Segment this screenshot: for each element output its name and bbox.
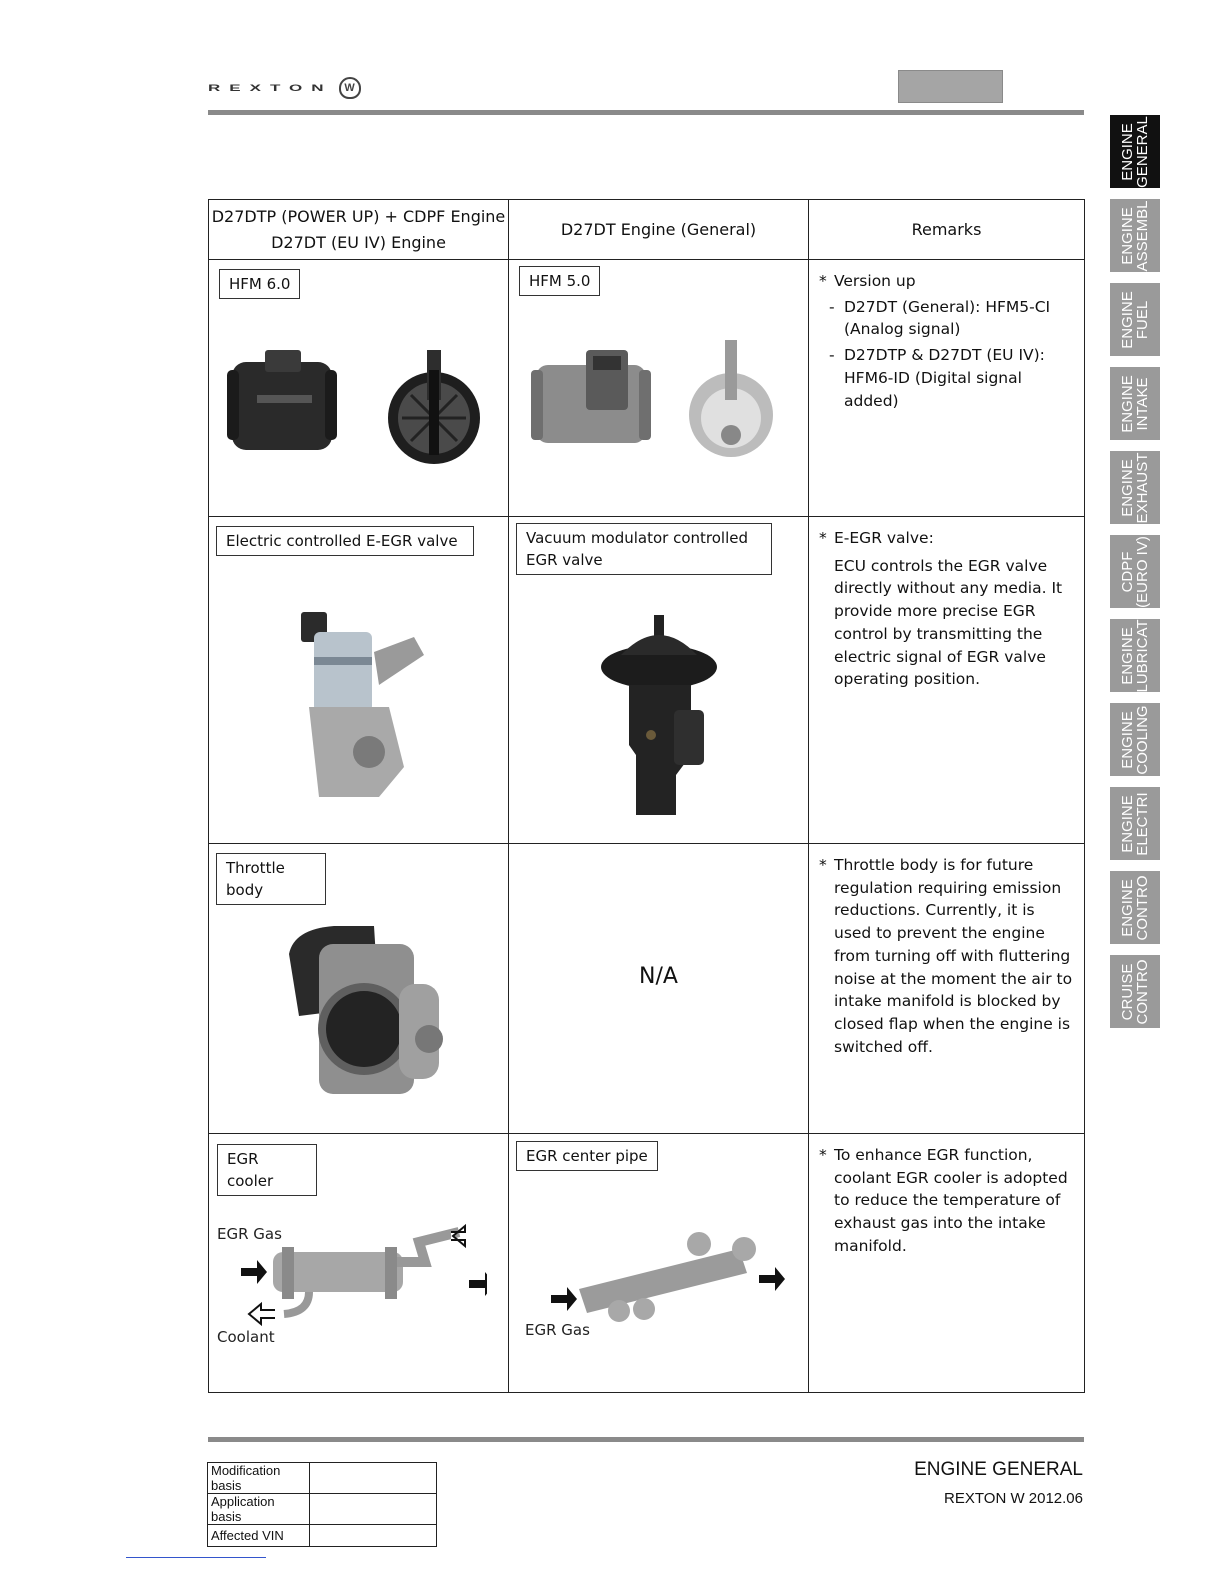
header-col-new-engine xyxy=(209,200,509,260)
remark-text: ECU controls the EGR valve directly without any media. It provide more precise EGR control by transmitting the electric signal of EGR valve operating position. xyxy=(834,556,1063,689)
cell-egr-valve-remarks xyxy=(809,517,1085,844)
side-tab-line1: ENGINE xyxy=(1119,374,1136,433)
label-hfm5: HFM 5.0 xyxy=(519,266,600,296)
side-tab-engine-fuel[interactable] xyxy=(1110,283,1160,356)
vacuum-egr-valve-image xyxy=(599,615,719,820)
comparison-table xyxy=(208,199,1085,1393)
side-tab-line2: FUEL xyxy=(1134,300,1151,339)
table-row xyxy=(209,844,1085,1134)
side-tab-line1: CRUISE xyxy=(1119,963,1136,1020)
e-egr-valve-image xyxy=(289,612,429,802)
side-tab-line2: INTAKE xyxy=(1134,376,1151,431)
arrow-right-icon xyxy=(551,1287,577,1311)
side-tab-line2: COOLING xyxy=(1134,704,1151,775)
label-hfm6: HFM 6.0 xyxy=(219,269,300,299)
remarks-hfm xyxy=(809,260,1084,412)
table-row xyxy=(208,1525,437,1547)
egr-cooler-image xyxy=(237,1222,487,1332)
side-tab-line1: ENGINE xyxy=(1119,626,1136,685)
side-tab-engine-lubrication[interactable] xyxy=(1110,619,1160,692)
side-tab-line2: LUBRICAT xyxy=(1134,619,1151,692)
cell-egr-cooler-remarks xyxy=(809,1134,1085,1393)
side-tab-cdpf[interactable] xyxy=(1110,535,1160,608)
side-tab-line2: GENERAL xyxy=(1134,115,1151,188)
header-col1-line1: D27DTP (POWER UP) + CDPF Engine xyxy=(211,206,506,226)
remark-text: Throttle body is for future regulation requiring emission reductions. Currently, it is used to prevent the engine from turning off with fluttering noise at the moment the air to intake manifold is blocked by closed flap when the engine is switched off. xyxy=(834,856,1073,1056)
side-tab-engine-cooling[interactable] xyxy=(1110,703,1160,776)
table-row xyxy=(209,1134,1085,1393)
footer-section-title: ENGINE GENERAL xyxy=(914,1459,1083,1480)
info-key: Modification basis xyxy=(208,1463,310,1494)
table-header-row xyxy=(209,200,1085,260)
cell-hfm5 xyxy=(509,260,809,517)
side-tab-line1: ENGINE xyxy=(1119,122,1136,181)
remark-item: D27DTP & D27DT (EU IV): HFM6-ID (Digital signal added) xyxy=(844,346,1045,410)
label-vacuum-egr-valve: Vacuum modulator controlled EGR valve xyxy=(516,523,772,575)
side-tab-engine-general[interactable] xyxy=(1110,115,1160,188)
side-tab-cruise-control[interactable] xyxy=(1110,955,1160,1028)
remark-title: E-EGR valve: xyxy=(834,529,934,547)
header-col-general-engine: D27DT Engine (General) xyxy=(509,200,809,260)
arrow-right-icon xyxy=(469,1272,487,1296)
caption-egr-gas: EGR Gas xyxy=(217,1225,282,1243)
info-value xyxy=(310,1525,437,1547)
remark-text: To enhance EGR function, coolant EGR cooler is adopted to reduce the temperature of exhaust gas into the intake manifold. xyxy=(834,1146,1068,1255)
info-key: Application basis xyxy=(208,1494,310,1525)
asterisk-icon: * xyxy=(819,272,827,290)
cell-throttle-remarks xyxy=(809,844,1085,1134)
table-row xyxy=(208,1463,437,1494)
side-tab-engine-assembly[interactable] xyxy=(1110,199,1160,272)
asterisk-icon: * xyxy=(819,856,827,874)
info-key: Affected VIN xyxy=(208,1525,310,1547)
side-tab-line1: ENGINE xyxy=(1119,878,1136,937)
hfm6-sensor-image xyxy=(227,350,497,470)
remark-item: D27DT (General): HFM5-CI (Analog signal) xyxy=(844,297,1051,339)
label-egr-center-pipe: EGR center pipe xyxy=(516,1141,658,1171)
logo-text: REXTON xyxy=(208,82,333,93)
side-tab-engine-intake[interactable] xyxy=(1110,367,1160,440)
hfm5-sensor-image xyxy=(531,340,791,470)
header-col1-line2: D27DT (EU IV) Engine xyxy=(271,232,446,252)
asterisk-icon: * xyxy=(819,529,827,547)
remark-title: Version up xyxy=(834,272,916,290)
side-tab-line1: CDPF xyxy=(1119,551,1136,592)
dash-icon: - xyxy=(829,297,835,316)
remarks-egr-valve xyxy=(809,517,1084,691)
cell-vacuum-egr-valve xyxy=(509,517,809,844)
info-value xyxy=(310,1494,437,1525)
logo-badge-icon: W xyxy=(339,77,361,99)
remarks-throttle-body xyxy=(809,844,1084,1058)
arrow-right-icon xyxy=(241,1260,267,1284)
remarks-egr-cooler xyxy=(809,1134,1084,1258)
cell-egr-cooler xyxy=(209,1134,509,1393)
side-tab-line2: ASSEMBL xyxy=(1134,200,1151,271)
label-egr-cooler: EGR cooler xyxy=(217,1144,317,1196)
side-tab-line1: ENGINE xyxy=(1119,206,1136,265)
footer-model-date: REXTON W 2012.06 xyxy=(944,1490,1083,1507)
cell-egr-center-pipe xyxy=(509,1134,809,1393)
side-tab-line1: ENGINE xyxy=(1119,290,1136,349)
section-side-tabs xyxy=(1110,115,1160,1039)
bottom-divider xyxy=(208,1437,1084,1442)
label-throttle-body: Throttle body xyxy=(216,853,326,905)
table-row xyxy=(209,260,1085,517)
header-gray-box xyxy=(898,70,1003,103)
throttle-body-image xyxy=(279,924,449,1104)
rexton-logo xyxy=(208,76,361,100)
dash-icon: - xyxy=(829,346,835,365)
side-tab-engine-control[interactable] xyxy=(1110,871,1160,944)
cell-throttle-body xyxy=(209,844,509,1134)
side-tab-line2: ELECTRI xyxy=(1134,791,1151,856)
side-tab-line1: ENGINE xyxy=(1119,794,1136,853)
cell-throttle-body-na xyxy=(509,844,809,1134)
cell-e-egr-valve xyxy=(209,517,509,844)
table-row xyxy=(208,1494,437,1525)
side-tab-line2: CONTRO xyxy=(1134,875,1151,940)
top-divider xyxy=(208,110,1084,115)
table-row xyxy=(209,517,1085,844)
side-tab-line1: ENGINE xyxy=(1119,710,1136,769)
side-tab-line2: CONTRO xyxy=(1134,959,1151,1024)
arrow-right-icon xyxy=(759,1267,785,1291)
label-e-egr-valve: Electric controlled E-EGR valve xyxy=(216,526,474,556)
basis-info-table xyxy=(207,1462,437,1547)
asterisk-icon: * xyxy=(819,1146,827,1164)
header-col-remarks: Remarks xyxy=(809,200,1085,260)
not-applicable-text: N/A xyxy=(639,964,678,989)
side-tab-engine-exhaust[interactable] xyxy=(1110,451,1160,524)
cell-hfm6 xyxy=(209,260,509,517)
caption-coolant: Coolant xyxy=(217,1328,275,1346)
egr-center-pipe-image xyxy=(549,1229,789,1339)
cell-hfm-remarks xyxy=(809,260,1085,517)
footer-link-underline xyxy=(126,1557,266,1558)
side-tab-engine-electrical[interactable] xyxy=(1110,787,1160,860)
side-tab-line1: ENGINE xyxy=(1119,458,1136,517)
caption-egr-gas-pipe: EGR Gas xyxy=(525,1321,590,1339)
side-tab-line2: EXHAUST xyxy=(1134,452,1151,523)
info-value xyxy=(310,1463,437,1494)
side-tab-line2: (EURO IV) xyxy=(1134,535,1151,608)
